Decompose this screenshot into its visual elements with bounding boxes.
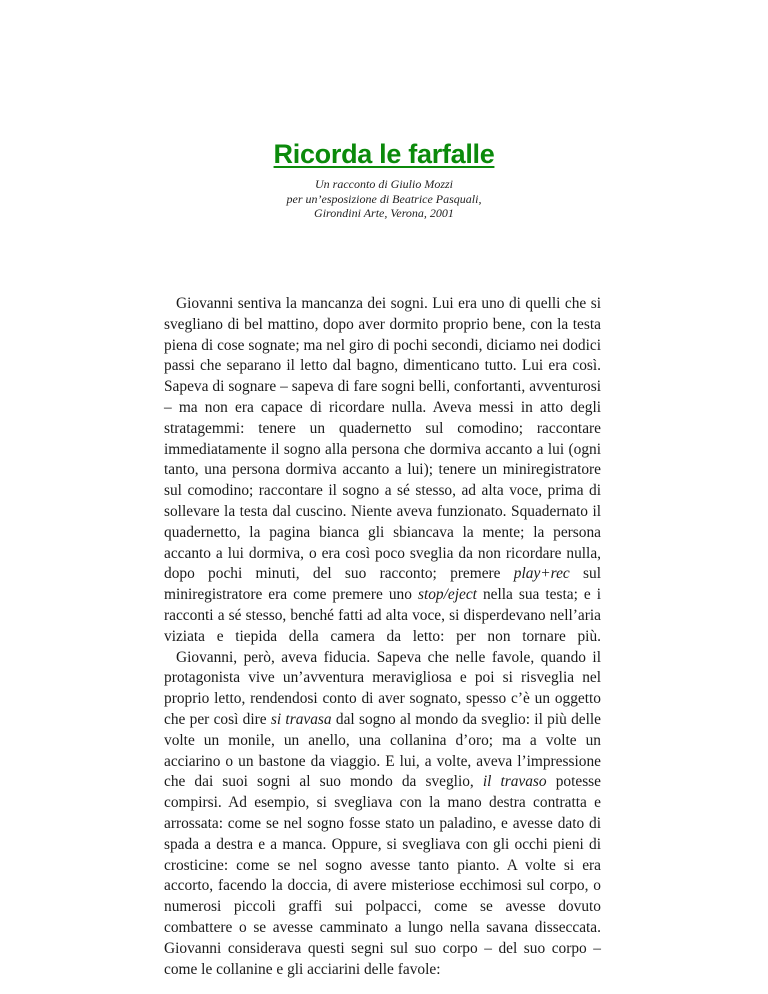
emphasis-text: stop/eject [417,586,477,604]
paragraph-text: Giovanni, però, aveva fiducia. Sapeva che nelle favole, quando il protagonista vive un’avventura meravigliosa e poi si risveglia nel proprio letto, rendendosi conto di aver sognato, spesso c’è un oggetto che per così dire [164,648,601,728]
subtitle-line: Un racconto di Giulio Mozzi [315,177,453,191]
paragraph-text: potesse compirsi. Ad esempio, si svegliava con la mano destra contratta e arrossata: come se nel sogno fosse stato un paladino, e avesse dato di spada a destra e a manca. Oppure, si svegliava con gli occhi pieni di crosticine: come se nel sogno avesse tanto pianto. A volte si era accorto, facendo la doccia, di avere misteriose ecchimosi sul corpo, o numerosi piccoli graffi sui polpacci, come se avesse dovuto combattere o se avesse camminato a lungo nella savana disseccata. Giovanni considerava questi segni sul suo corpo – del suo corpo – come le collanine e gli acciarini delle favole: [164,773,601,978]
subtitle-line: per un’esposizione di Beatrice Pasquali, [286,191,482,206]
emphasis-text: il travaso [482,773,547,791]
paragraph-text: nella sua testa; e i racconti a sé stesso, benché fatti ad alta voce, si disperdevano nell’aria viziata e tiepida della camera da letto: per non tornare più. [164,586,601,645]
page-title: Ricorda le farfalle [273,139,495,169]
emphasis-text: si travasa [270,710,332,728]
paragraph [164,648,601,981]
paragraph-text: dal sogno al mondo da sveglio: il più delle volte un monile, un anello, una collanina d’oro; ma a volte un acciarino o un bastone da viaggio. E lui, a volte, aveva l’impressione che dai suoi sogni al suo mondo da sveglio, [164,710,601,791]
subtitle-line: Girondini Arte, Verona, 2001 [314,206,454,220]
paragraph [164,294,601,648]
paragraph-text: Giovanni sentiva la mancanza dei sogni. Lui era uno di quelli che si svegliano di bel mattino, dopo aver dormito proprio bene, con la testa piena di cose sognate; ma nel giro di pochi secondi, diciamo nei dodici passi che separano il letto dal bagno, dimenticano tutto. Lui era così. Sapeva di sognare – sapeva di fare sogni belli, confortanti, avventurosi – ma non era capace di ricordare nulla. Aveva messi in atto degli stratagemmi: tenere un quadernetto sul comodino; raccontare immediatamente il sogno alla persona che dormiva accanto a lui (ogni tanto, una persona dormiva accanto a lui); tenere un miniregistratore sul comodino; raccontare il sogno a sé stesso, ad alta voce, prima di sollevare la testa dal cuscino. Niente aveva funzionato. Squadernato il quadernetto, la pagina bianca gli sbiancava la mente; la persona accanto a lui dormiva, o era così poco sveglia da non ricordare nulla, dopo pochi minuti, del suo racconto; premere [164,295,601,583]
emphasis-text: play+rec [513,565,570,583]
paragraph-text: sul miniregistratore era come premere uno [164,565,602,604]
subtitle [0,177,768,221]
story-body [164,294,601,980]
